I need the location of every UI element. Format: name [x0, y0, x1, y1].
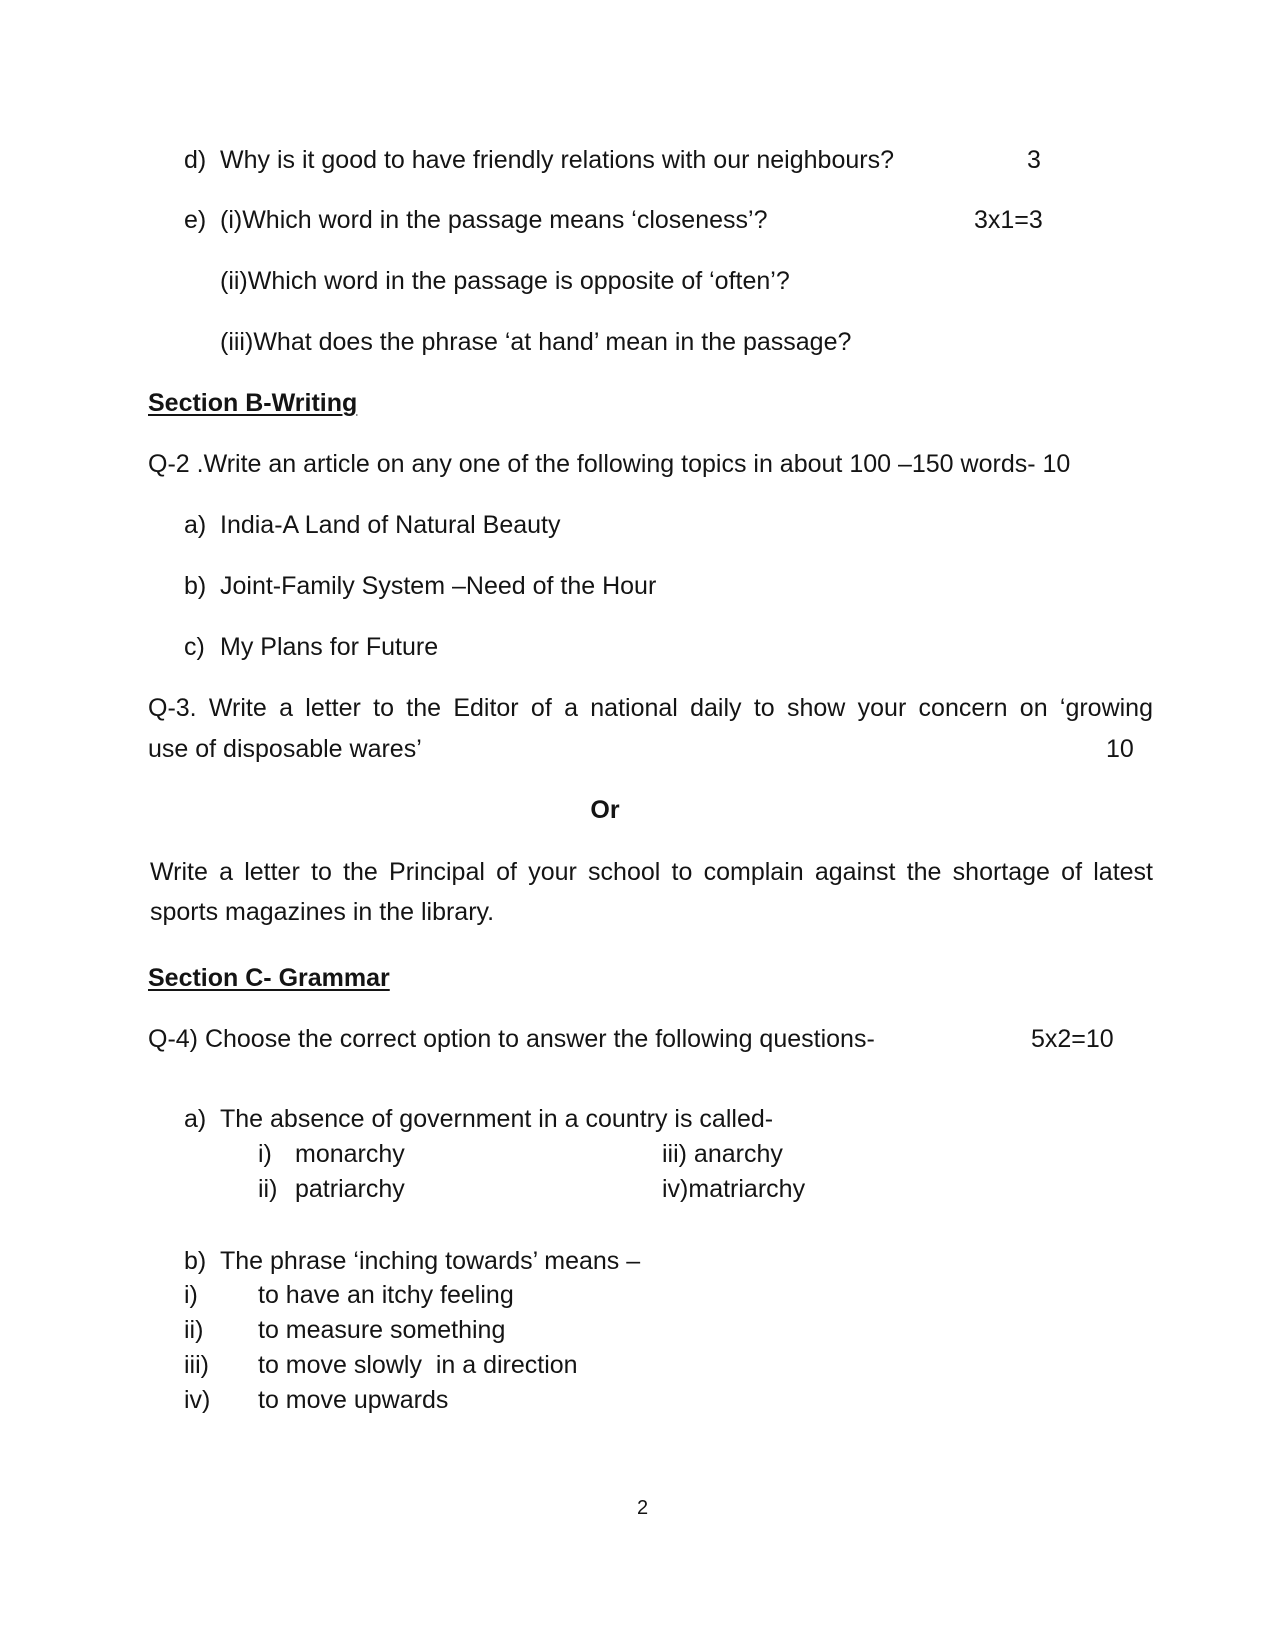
section-c-heading: Section C- Grammar: [148, 964, 390, 992]
q4b-option-i-marker: i): [184, 1281, 198, 1309]
q4b-marker: b): [184, 1247, 207, 1275]
question-d-text: Why is it good to have friendly relations with our neighbours?: [220, 146, 894, 174]
question-4-marks: 5x2=10: [1031, 1025, 1114, 1053]
q4a-option-i-marker: i): [258, 1140, 272, 1168]
question-d-marker: d): [184, 146, 207, 174]
q4b-option-iv-text: to move upwards: [258, 1386, 449, 1414]
question-3-alternative: Write a letter to the Principal of your school to complain against the shortage of latest sports magazines in the library.: [150, 858, 1153, 926]
section-b-heading: Section B-Writing: [148, 389, 358, 417]
q4a-option-i-text: monarchy: [295, 1140, 405, 1168]
q2-option-b-marker: b): [184, 572, 207, 600]
question-e-marks: 3x1=3: [974, 206, 1043, 234]
q2-option-a-marker: a): [184, 511, 207, 539]
question-3-line2: use of disposable wares’: [148, 735, 422, 763]
q4a-option-ii-text: patriarchy: [295, 1175, 405, 1203]
question-e-sub3: (iii)What does the phrase ‘at hand’ mean in the passage?: [220, 328, 852, 356]
q2-option-b-text: Joint-Family System –Need of the Hour: [220, 572, 657, 600]
q4b-option-iii-text: to move slowly in a direction: [258, 1351, 578, 1379]
question-d-marks: 3: [1027, 146, 1041, 174]
or-separator: Or: [590, 796, 620, 824]
q4a-marker: a): [184, 1105, 207, 1133]
q4b-option-iv-marker: iv): [184, 1386, 211, 1414]
q4a-option-iv-text: iv)matriarchy: [662, 1175, 806, 1203]
q4b-option-ii-text: to measure something: [258, 1316, 506, 1344]
q4b-option-ii-marker: ii): [184, 1316, 204, 1344]
q2-option-c-text: My Plans for Future: [220, 633, 439, 661]
q4a-option-iii-text: iii) anarchy: [662, 1140, 783, 1168]
question-e-marker: e): [184, 206, 207, 234]
q4b-option-i-text: to have an itchy feeling: [258, 1281, 514, 1309]
q4b-text: The phrase ‘inching towards’ means –: [220, 1247, 641, 1275]
q2-option-c-marker: c): [184, 633, 205, 661]
question-4-text: Q-4) Choose the correct option to answer the following questions-: [148, 1025, 875, 1053]
question-e-sub2: (ii)Which word in the passage is opposite of ‘often’?: [220, 267, 790, 295]
q4b-option-iii-marker: iii): [184, 1351, 209, 1379]
question-e-sub1: (i)Which word in the passage means ‘closeness’?: [220, 206, 768, 234]
q2-option-a-text: India-A Land of Natural Beauty: [220, 511, 561, 539]
page-number: 2: [637, 1497, 649, 1519]
q4a-option-ii-marker: ii): [258, 1175, 278, 1203]
q4a-text: The absence of government in a country is called-: [220, 1105, 774, 1133]
question-3-marks: 10: [1106, 735, 1134, 763]
question-2-text: Q-2 .Write an article on any one of the following topics in about 100 –150 words- 10: [148, 450, 1071, 478]
question-3-line1: Q-3. Write a letter to the Editor of a national daily to show your concern on ‘growing: [148, 694, 1153, 722]
